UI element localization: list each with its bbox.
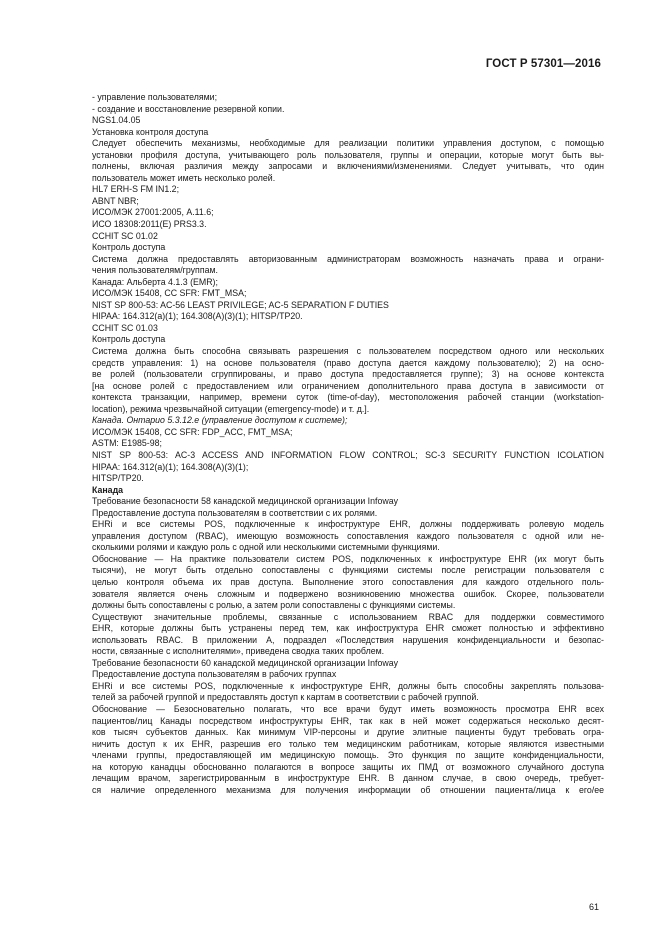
text-line: Существуют значительные проблемы, связанные с использованием RBAC для поддержки совместимого: [92, 611, 604, 622]
text-line: NIST SP 800-53: AC-56 LEAST PRIVILEGE; AC-5 SEPARATION F DUTIES: [92, 299, 389, 310]
text-line: целью контроля объема их прав доступа. Выполнение этого сопоставления для каждого отдельного поль-: [92, 576, 604, 587]
text-line: Обоснование — На практике пользователи систем POS, подключенных к инфоструктуре EHR (их могут быть: [92, 553, 604, 564]
text-line: Предоставление доступа пользователям в рабочих группах: [92, 669, 337, 680]
text-line: [на основе ролей с предоставлением или ограничением дополнительного права доступа в зависимости от: [92, 380, 604, 391]
text-line: Контроль доступа: [92, 242, 166, 253]
text-line: CCHIT SC 01.02: [92, 230, 158, 241]
text-line: Предоставление доступа пользователям в соответствии с их ролями.: [92, 507, 378, 518]
text-line: пользователь может иметь несколько ролей.: [92, 172, 276, 183]
text-line: HITSP/TP20.: [92, 473, 144, 484]
text-line: на которую канадцы обоснованно полагаются в вопросе защиты их ПМД от возможного случайного доступа: [92, 761, 604, 772]
text-line: HIPAA: 164.312(a)(1); 164.308(A)(3)(1);: [92, 461, 249, 472]
text-line: средств управления: 1) на основе пользователя (право доступа дается каждому пользователю); 2) на осно-: [92, 357, 604, 368]
text-line: Установка контроля доступа: [92, 126, 209, 137]
text-line: CCHIT SC 01.03: [92, 322, 158, 333]
text-line: ности, связанные с исполнителями», приведена сводка таких проблем.: [92, 646, 385, 657]
page-header-standard-title: ГОСТ Р 57301—2016: [485, 58, 601, 70]
text-line: EHRi и все системы POS, подключенные к инфоструктуре EHR, должны быть способны закреплять пользова-: [92, 680, 604, 691]
text-line: членами группы, предоставляющей им медицинскую помощь. Это функция по защите конфиденциальности,: [92, 750, 604, 761]
text-line: ABNT NBR;: [92, 195, 139, 206]
text-line: Контроль доступа: [92, 334, 166, 345]
text-line: ASTM: E1985-98;: [92, 438, 162, 449]
text-line: Требование безопасности 58 канадской медицинской организации Infoway: [92, 496, 398, 507]
text-line: управления доступом (RBAC), имеющую возможность сопоставления каждого пользователя с одной или не-: [92, 530, 604, 541]
text-line: ИСО/МЭК 15408, CC SFR: FDP_ACC, FMT_MSA;: [92, 426, 293, 437]
text-line: NIST SP 800-53: AC-3 ACCESS AND INFORMATION FLOW CONTROL; SC-3 SECURITY FUNCTION ICOLATION: [92, 449, 604, 460]
text-line: сколькими ролями и каждую роль с одной или несколькими системными функциями.: [92, 542, 440, 553]
text-line: телей за рабочей группой и предоставлять доступ к картам в соответствии с рабочей группой.: [92, 692, 479, 703]
text-line: полнены, включая различия между запросами и включениями/изменениями. Следует учитывать, что один: [92, 161, 604, 172]
text-line: лечащим врачом, зарегистрированным в инфоструктуре EHR. В данном случае, в свою очередь, требует-: [92, 773, 604, 784]
text-line: EHRi и все системы POS, подключенные к инфоструктуре EHR, должны поддерживать ролевую модель: [92, 519, 604, 530]
page-number: 61: [588, 902, 599, 912]
text-line: ИСО 18308:2011(E) PRS3.3.: [92, 219, 207, 230]
text-line: пациентов/лиц Канады посредством инфоструктуры EHR, так как в ней может содержаться несколько десят-: [92, 715, 604, 726]
text-line: NGS1.04.05: [92, 115, 141, 126]
text-line: ИСО/МЭК 27001:2005, А.11.6;: [92, 207, 214, 218]
text-line: - управление пользователями;: [92, 92, 218, 102]
text-line: HL7 ERH-S FM IN1.2;: [92, 184, 180, 195]
text-line: Система должна предоставлять авторизованным администраторам возможность назначать права и ограни-: [92, 253, 604, 264]
text-line: использовать RBAC. В приложении А, подраздел «Последствия нарушения конфиденциальности и безопас-: [92, 634, 604, 645]
text-line: чения пользователям/группам.: [92, 265, 218, 276]
text-line: зователя является очень сложным и подвержено возникновению множества ошибок. Скорее, пользователи: [92, 588, 604, 599]
text-line: EHR, которые должны быть устранены перед тем, как инфоструктура EHR сможет полностью и эффективно: [92, 623, 604, 634]
text-line: - создание и восстановление резервной копии.: [92, 103, 285, 114]
text-line: Обоснование — Безосновательно полагать, что все врачи будут иметь возможность просмотра EHR всех: [92, 703, 604, 714]
body-text: [92, 92, 604, 796]
text-line: HIPAA: 164.312(a)(1); 164.308(A)(3)(1); HITSP/TP20.: [92, 311, 303, 322]
text-line: установки профиля доступа, учитывающего роль пользователя, группы и операции, которые могут быть вы-: [92, 149, 604, 160]
text-line: ИСО/МЭК 15408, CC SFR: FMT_MSA;: [92, 288, 247, 299]
text-line: ся наличие определенного механизма для получения информации об отношении пациента/лица к его/ее: [92, 784, 604, 795]
text-line: Канада. Онтарио 5.3.12.е (управление доступом к системе);: [92, 415, 348, 426]
text-line: Требование безопасности 60 канадской медицинской организации Infoway: [92, 657, 398, 668]
text-line: Канада: Альберта 4.1.3 (EMR);: [92, 276, 218, 287]
text-line: location), режима чрезвычайной ситуации (emergency-mode) и т. д.].: [92, 403, 370, 414]
text-line: ве ролей (пользователи сгруппированы, и право доступа предоставляется группе); 3) на основе контекста: [92, 369, 604, 380]
text-line: Система должна быть способна связывать разрешения с пользователем посредством одного или нескольких: [92, 346, 604, 357]
text-line: тысячи), не могут быть отдельно сопоставлены с функциями системы после регистрации пользователя с: [92, 565, 604, 576]
text-line: должны быть сопоставлены с ролью, а затем роли сопоставлены с функциями системы.: [92, 600, 456, 611]
text-line: контекста транзакции, например, времени суток (time-of-day), местоположения рабочей станции (workstation-: [92, 392, 604, 403]
text-line: Следует обеспечить механизмы, необходимые для реализации политики управления доступом, с помощью: [92, 138, 604, 149]
text-line: Канада: [92, 484, 124, 495]
text-line: ков тысяч субъектов данных. Как минимум VIP-персоны и другие элитные пациенты будут требовать огра-: [92, 727, 604, 738]
text-line: ничить доступ к их EHR, разрешив его только тем медицинским работникам, которые являются известными: [92, 738, 604, 749]
